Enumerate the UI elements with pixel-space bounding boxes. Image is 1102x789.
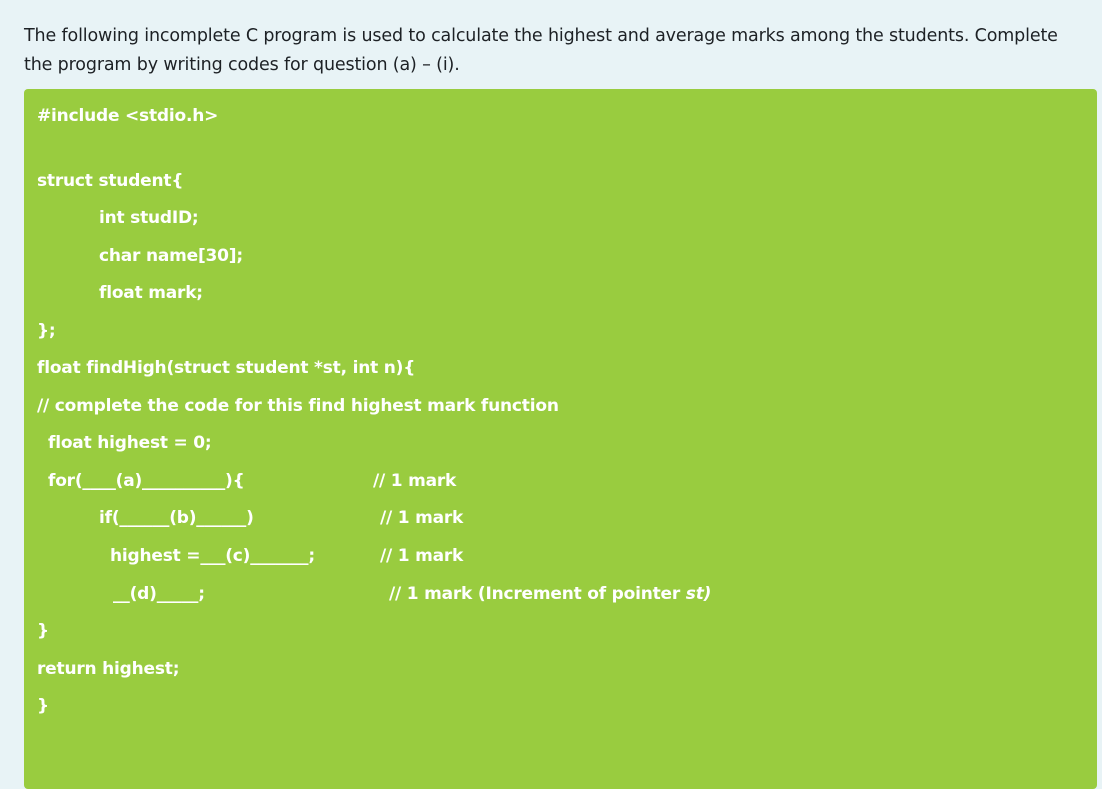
code-func-comment: // complete the code for this find highest mark function bbox=[37, 396, 559, 416]
code-func-signature: float findHigh(struct student *st, int n){ bbox=[37, 358, 416, 378]
code-for-line: for(____(a)__________){ bbox=[48, 471, 245, 491]
code-if-line: if(______(b)______) bbox=[99, 508, 254, 528]
code-for-close: } bbox=[37, 621, 49, 641]
code-field-mark: float mark; bbox=[99, 283, 203, 303]
code-struct-close: }; bbox=[37, 321, 56, 341]
code-panel bbox=[24, 89, 1097, 789]
code-pointer-st: st) bbox=[685, 584, 712, 604]
code-assign-line: highest =___(c)_______; bbox=[110, 546, 315, 566]
code-field-studid: int studID; bbox=[99, 208, 199, 228]
code-if-comment: // 1 mark bbox=[380, 508, 464, 528]
code-increment-comment bbox=[389, 583, 711, 605]
code-return-line: return highest; bbox=[37, 659, 180, 679]
code-func-close: } bbox=[37, 696, 49, 716]
code-include-line: #include <stdio.h> bbox=[37, 106, 219, 126]
code-increment-line: __(d)_____; bbox=[113, 584, 205, 604]
code-init-highest: float highest = 0; bbox=[48, 433, 212, 453]
code-for-comment: // 1 mark bbox=[373, 471, 457, 491]
question-text: The following incomplete C program is used to calculate the highest and average marks among the students. Complete the program by writing codes for question (a) – (i). bbox=[24, 26, 1058, 75]
code-assign-comment: // 1 mark bbox=[380, 546, 464, 566]
code-struct-open: struct student{ bbox=[37, 171, 184, 191]
code-field-name: char name[30]; bbox=[99, 246, 243, 266]
code-increment-comment-text: // 1 mark (Increment of pointer bbox=[389, 584, 686, 604]
